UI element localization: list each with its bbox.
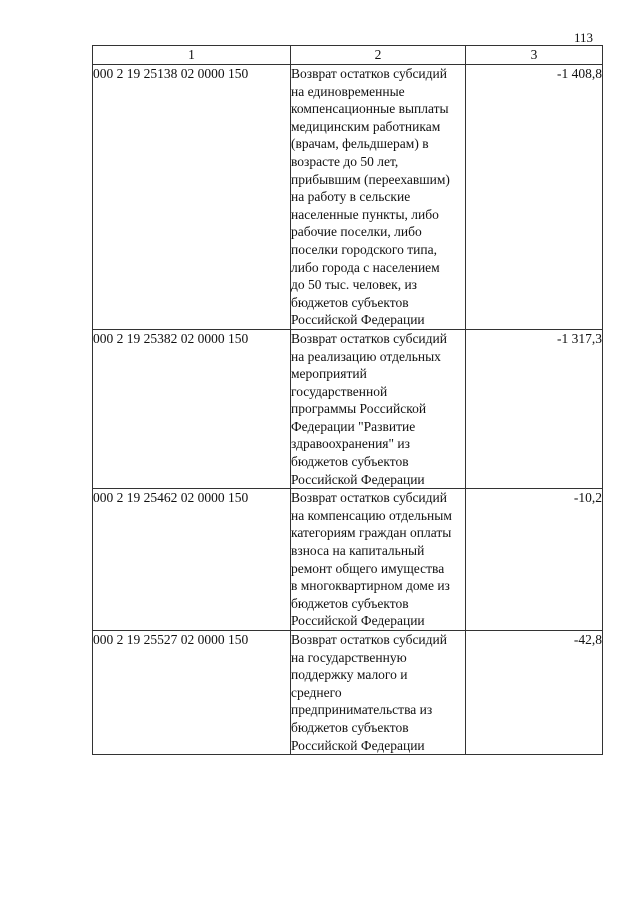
description-cell <box>291 489 466 631</box>
amount-cell: -1 317,3 <box>466 329 603 488</box>
description-cell <box>291 329 466 488</box>
budget-code-cell: 000 2 19 25462 02 0000 150 <box>93 489 291 631</box>
amount-cell: -42,8 <box>466 631 603 755</box>
budget-code-cell: 000 2 19 25527 02 0000 150 <box>93 631 291 755</box>
description-cell <box>291 631 466 755</box>
description-text: Возврат остатков субсидий на компенсацию отдельным категориям граждан оплаты взноса на капитальный ремонт общего имущества в многоквартирном доме из бюджетов субъектов Российской Федерации <box>291 490 452 629</box>
budget-code-cell: 000 2 19 25138 02 0000 150 <box>93 65 291 330</box>
column-header-name: 2 <box>291 46 466 65</box>
budget-code-cell: 000 2 19 25382 02 0000 150 <box>93 329 291 488</box>
table-row <box>93 631 603 755</box>
column-header-amount: 3 <box>466 46 603 65</box>
column-header-code: 1 <box>93 46 291 65</box>
table-header-row <box>93 46 603 65</box>
table-row <box>93 329 603 488</box>
amount-cell: -1 408,8 <box>466 65 603 330</box>
amount-cell: -10,2 <box>466 489 603 631</box>
page-number: 113 <box>573 30 593 45</box>
description-text: Возврат остатков субсидий на единовременные компенсационные выплаты медицинским работникам (врачам, фельдшерам) в возрасте до 50 лет, прибывшим (переехавшим) на работу в сельские населенные пункты, либо рабочие поселки, либо поселки городского типа, либо города с населением до 50 тыс. человек, из бюджетов субъектов Российской Федерации <box>291 66 450 328</box>
description-text: Возврат остатков субсидий на государственную поддержку малого и среднего предпринимательства из бюджетов субъектов Российской Федерации <box>291 632 447 753</box>
description-cell <box>291 65 466 330</box>
budget-table <box>92 45 603 755</box>
description-text: Возврат остатков субсидий на реализацию отдельных мероприятий государственной программы Российской Федерации "Развитие здравоохранения" из бюджетов субъектов Российской Федерации <box>291 330 447 487</box>
table-row <box>93 489 603 631</box>
table-row <box>93 65 603 330</box>
